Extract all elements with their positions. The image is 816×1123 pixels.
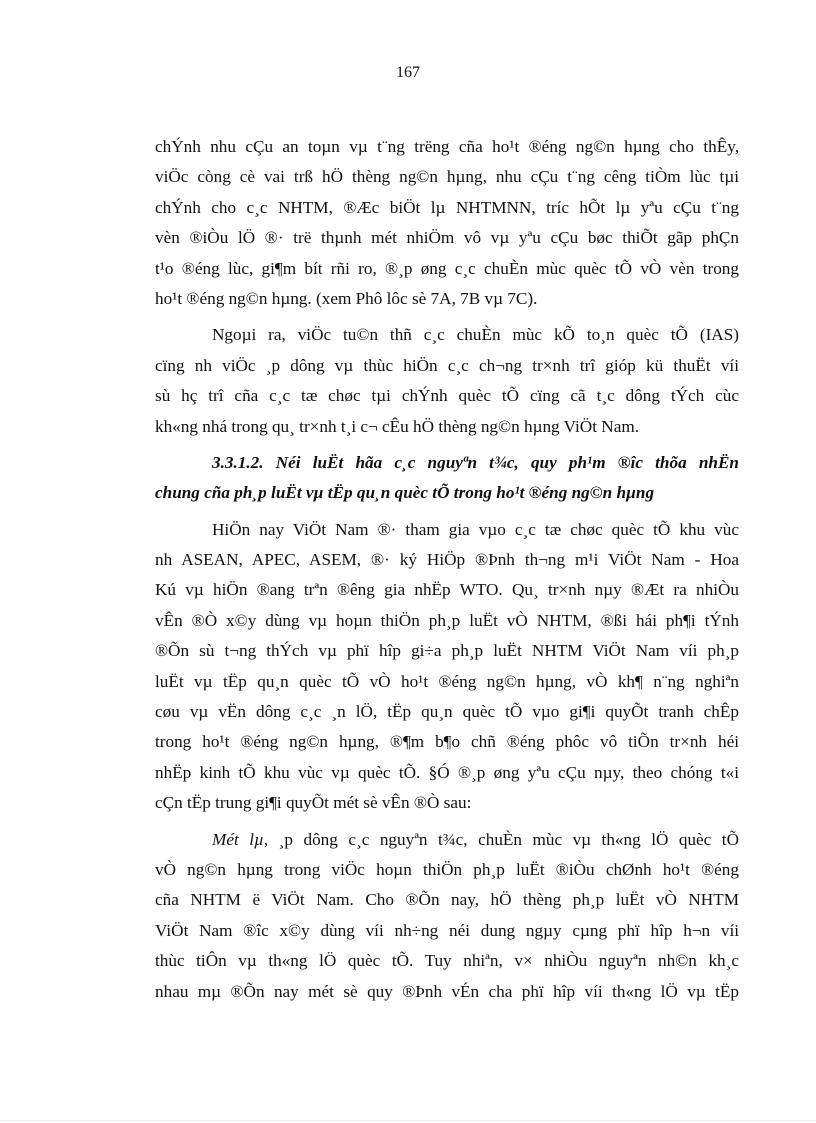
text-line: thùc tiÔn vµ th«ng lÖ quèc tÕ. Tuy nhiªn, v× nhiÒu nguyªn nh©n kh¸c xyxy=(155,951,739,971)
paragraph-3 xyxy=(155,515,739,819)
text-line: vÊn ®Ò x©y dùng vµ hoµn thiÖn ph¸p luËt vÒ NHTM, ®ßi hái ph¶i tÝnh xyxy=(155,610,739,630)
text-line: vèn ®iÒu lÖ ®· trë thµnh mét nhiÖm vô vµ yªu cÇu bøc thiÕt gãp phÇn xyxy=(155,228,739,248)
text-line: kh«ng nhá trong qu¸ tr×nh t¸i c¬ cÊu hÖ thèng ng©n hµng ViÖt Nam. xyxy=(155,416,639,436)
text-line: chÝnh cho c¸c NHTM, ®Æc biÖt lµ NHTMNN, tríc hÕt lµ yªu cÇu t¨ng xyxy=(155,197,739,217)
section-heading xyxy=(155,448,739,509)
text-line-rest: ¸p dông c¸c nguyªn t¾c, chuÈn mùc vµ th«ng lÖ quèc tÕ xyxy=(268,829,739,849)
paragraph-2 xyxy=(155,320,739,442)
paragraph-4 xyxy=(155,825,739,1007)
text-line: nhËp kinh tÕ khu vùc vµ quèc tÕ. §Ó ®¸p øng yªu cÇu nµy, theo chóng t«i xyxy=(155,762,739,782)
text-line: Kú vµ hiÖn ®ang trªn ®êng gia nhËp WTO. Qu¸ tr×nh nµy ®Æt ra nhiÒu xyxy=(155,580,739,600)
heading-line: 3.3.1.2. Néi luËt hãa c¸c nguyªn t¾c, quy ph¹m ®îc thõa nhËn xyxy=(212,452,739,472)
text-line: nh ASEAN, APEC, ASEM, ®· ký HiÖp ®Þnh th¬ng m¹i ViÖt Nam - Hoa xyxy=(155,550,739,570)
paragraph-lead: Mét lµ, xyxy=(212,829,269,849)
text-line: cøu vµ vËn dông c¸c ¸n lÖ, tËp qu¸n quèc tÕ vµo gi¶i quyÕt tranh chÊp xyxy=(155,702,739,722)
heading-line: chung cña ph¸p luËt vµ tËp qu¸n quèc tÕ trong ho¹t ®éng ng©n hµng xyxy=(155,483,655,503)
text-line: cïng nh viÖc ¸p dông vµ thùc hiÖn c¸c ch¬ng tr×nh trî gióp kü thuËt víi xyxy=(155,355,739,375)
text-line: ®Õn sù t¬ng thÝch vµ phï hîp gi÷a ph¸p luËt NHTM ViÖt Nam víi ph¸p xyxy=(155,641,739,661)
text-line: Ngoµi ra, viÖc tu©n thñ c¸c chuÈn mùc kÕ to¸n quèc tÕ (IAS) xyxy=(212,325,739,345)
text-line: t¹o ®éng lùc, gi¶m bít rñi ro, ®¸p øng c¸c chuÈn mùc quèc tÕ vÒ vèn trong xyxy=(155,258,739,278)
text-line: nhau mµ ®Õn nay mét sè quy ®Þnh vÉn cha phï hîp víi th«ng lÖ vµ tËp xyxy=(155,981,739,1001)
text-line: ho¹t ®éng ng©n hµng. (xem Phô lôc sè 7A, 7B vµ 7C). xyxy=(155,288,538,308)
text-line: HiÖn nay ViÖt Nam ®· tham gia vµo c¸c tæ chøc quèc tÕ khu vùc xyxy=(212,519,739,539)
text-line: trong ho¹t ®éng ng©n hµng, ®¶m b¶o chñ ®éng phôc vô tiÕn tr×nh héi xyxy=(155,732,739,752)
text-line: luËt vµ tËp qu¸n quèc tÕ vÒ ho¹t ®éng ng©n hµng, vÒ kh¶ n¨ng nghiªn xyxy=(155,671,739,691)
text-line: vÒ ng©n hµng trong viÖc hoµn thiÖn ph¸p luËt ®iÒu chØnh ho¹t ®éng xyxy=(155,859,739,879)
page-body xyxy=(155,132,739,1007)
text-line: viÖc còng cè vai trß hÖ thèng ng©n hµng, nhu cÇu t¨ng cêng tiÒm lùc tµi xyxy=(155,167,739,187)
text-line xyxy=(155,825,739,855)
page-number: 167 xyxy=(396,64,420,81)
text-line: ViÖt Nam ®îc x©y dùng víi nh÷ng néi dung ngµy cµng phï hîp h¬n víi xyxy=(155,920,739,940)
page-bottom-edge xyxy=(0,1120,816,1121)
text-line: cÇn tËp trung gi¶i quyÕt mét sè vÊn ®Ò sau: xyxy=(155,793,472,813)
text-line: sù hç trî cña c¸c tæ chøc tµi chÝnh quèc tÕ cïng cã t¸c dông tÝch cùc xyxy=(155,386,739,406)
text-line: chÝnh nhu cÇu an toµn vµ t¨ng trëng cña ho¹t ®éng ng©n hµng cho thÊy, xyxy=(155,137,739,156)
text-line: cña NHTM ë ViÖt Nam. Cho ®Õn nay, hÖ thèng ph¸p luËt vÒ NHTM xyxy=(155,890,739,910)
paragraph-1 xyxy=(155,132,739,314)
